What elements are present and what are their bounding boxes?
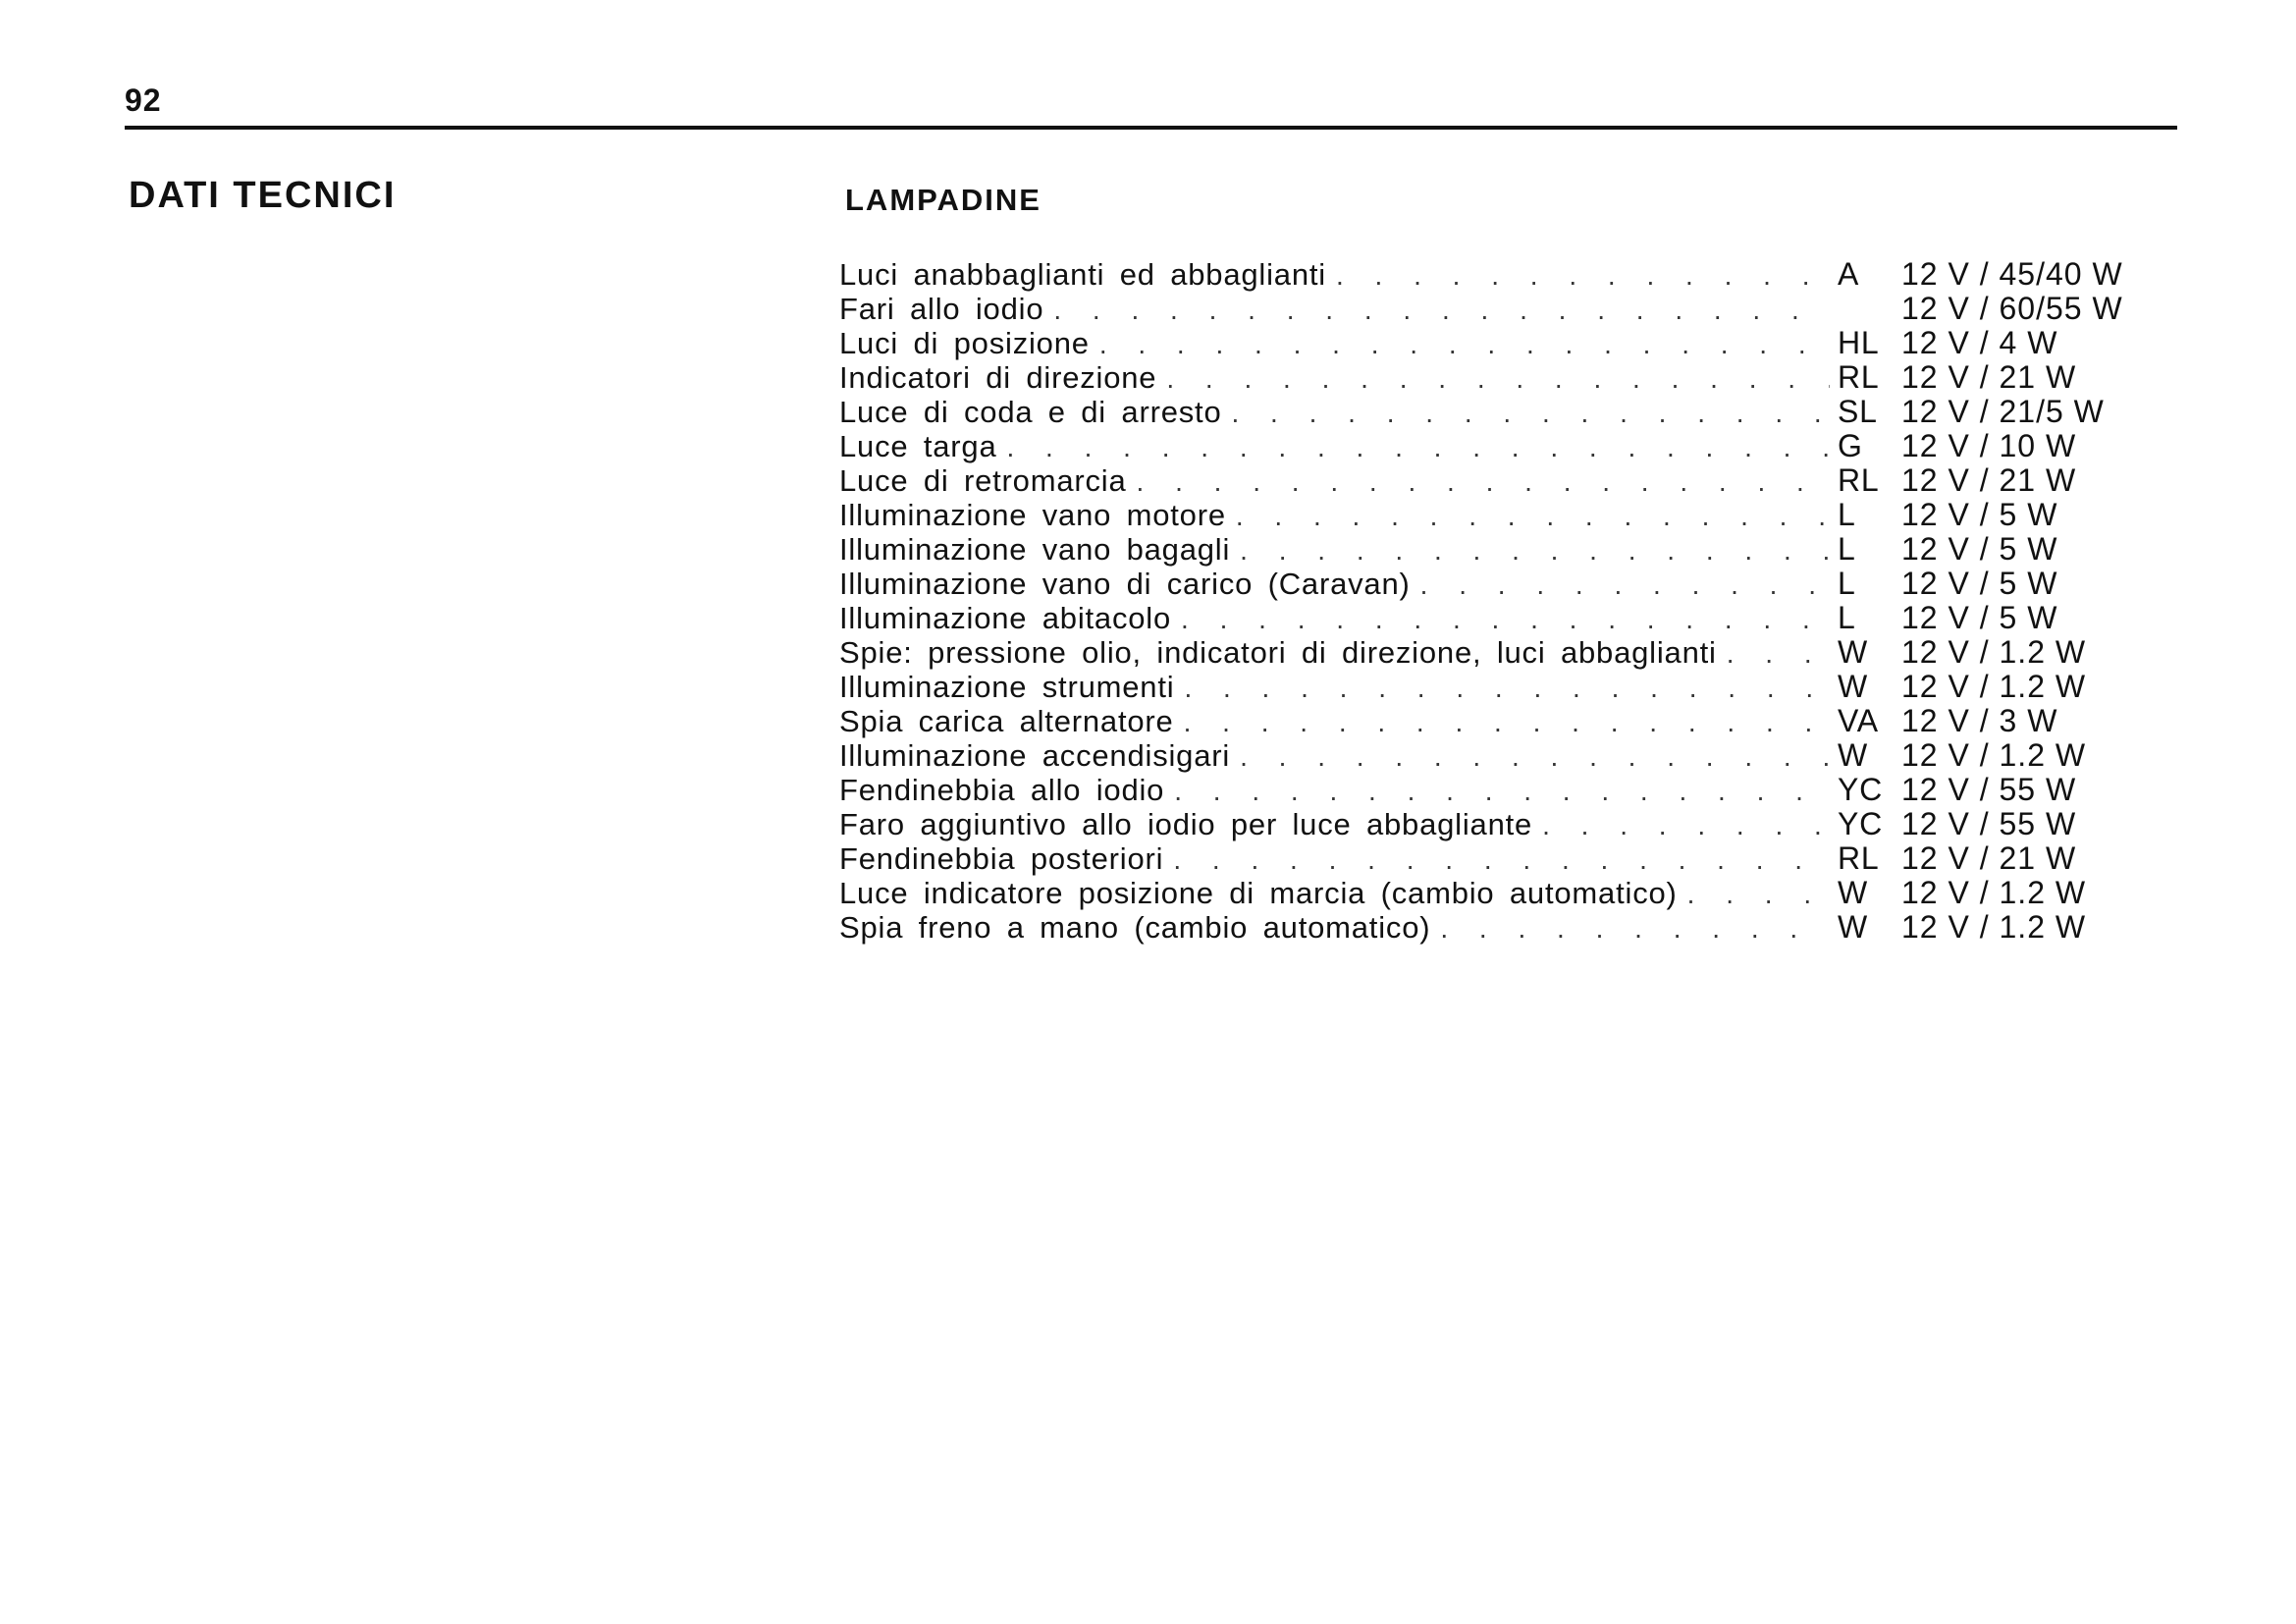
bulb-description-cell <box>839 807 1830 842</box>
dot-leader <box>1184 671 1830 705</box>
bulb-description: Indicatori di direzione <box>839 360 1157 395</box>
bulb-row <box>839 360 2145 395</box>
bulb-description-cell <box>839 498 1830 533</box>
bulb-code: L <box>1838 497 1856 532</box>
dot-leader <box>1174 774 1830 808</box>
dot-leader <box>1542 808 1830 842</box>
bulb-rating: 12 V / 1.2 W <box>1901 737 2087 773</box>
bulb-code: YC <box>1838 772 1884 807</box>
bulb-rating: 12 V / 45/40 W <box>1901 256 2123 292</box>
bulb-description-cell <box>839 429 1830 464</box>
bulb-description-cell <box>839 670 1830 705</box>
bulb-code: VA <box>1838 703 1879 738</box>
bulb-row <box>839 841 2145 876</box>
bulb-description-cell <box>839 910 1830 946</box>
bulb-description: Illuminazione vano bagagli <box>839 532 1231 567</box>
bulb-description-cell <box>839 395 1830 430</box>
bulb-description: Luci di posizione <box>839 326 1090 360</box>
dot-leader <box>1007 430 1831 464</box>
bulb-description-cell <box>839 292 1830 327</box>
bulb-row <box>839 395 2145 429</box>
dot-leader <box>1240 533 1830 568</box>
bulb-description: Spia carica alternatore <box>839 704 1174 738</box>
bulb-row <box>839 635 2145 670</box>
bulb-row <box>839 876 2145 910</box>
bulb-description-cell <box>839 704 1830 739</box>
bulb-description-cell <box>839 257 1830 293</box>
dot-leader <box>1336 258 1830 293</box>
bulb-rating: 12 V / 10 W <box>1901 428 2077 463</box>
bulb-code: RL <box>1838 840 1880 876</box>
bulb-table <box>839 257 2145 945</box>
bulb-description-cell <box>839 463 1830 499</box>
dot-leader <box>1420 568 1830 602</box>
bulb-rating: 12 V / 21/5 W <box>1901 394 2105 429</box>
dot-leader <box>1053 293 1830 327</box>
bulb-row <box>839 463 2145 498</box>
bulb-rating: 12 V / 3 W <box>1901 703 2058 738</box>
bulb-description-cell <box>839 635 1830 671</box>
bulb-row <box>839 292 2145 326</box>
bulb-description-cell <box>839 773 1830 808</box>
dot-leader <box>1137 464 1830 499</box>
dot-leader <box>1240 739 1830 774</box>
bulb-description: Faro aggiuntivo allo iodio per luce abbagliante <box>839 807 1533 841</box>
bulb-row <box>839 704 2145 738</box>
dot-leader <box>1173 842 1830 877</box>
bulb-description-cell <box>839 738 1830 774</box>
bulb-description: Illuminazione vano di carico (Caravan) <box>839 567 1411 601</box>
bulb-description: Luce indicatore posizione di marcia (cambio automatico) <box>839 876 1678 910</box>
bulb-code: G <box>1838 428 1863 463</box>
dot-leader <box>1727 636 1830 671</box>
bulb-rating: 12 V / 1.2 W <box>1901 875 2087 910</box>
bulb-description-cell <box>839 601 1830 636</box>
dot-leader <box>1236 499 1830 533</box>
bulb-row <box>839 670 2145 704</box>
bulb-rating: 12 V / 5 W <box>1901 531 2058 567</box>
bulb-description-cell <box>839 326 1830 361</box>
bulb-rating: 12 V / 1.2 W <box>1901 909 2087 945</box>
page-number: 92 <box>125 82 162 118</box>
bulb-description: Spie: pressione olio, indicatori di direzione, luci abbaglianti <box>839 635 1717 670</box>
bulb-description-cell <box>839 567 1830 602</box>
header-rule <box>125 126 2177 130</box>
bulb-description: Luce di retromarcia <box>839 463 1127 498</box>
bulb-description: Luci anabbaglianti ed abbaglianti <box>839 257 1326 292</box>
bulb-description: Illuminazione abitacolo <box>839 601 1172 635</box>
bulb-description-cell <box>839 360 1830 396</box>
bulb-rating: 12 V / 4 W <box>1901 325 2058 360</box>
dot-leader <box>1232 396 1831 430</box>
bulb-code: L <box>1838 531 1856 567</box>
bulb-description: Fendinebbia allo iodio <box>839 773 1165 807</box>
dot-leader <box>1181 602 1830 636</box>
bulb-rating: 12 V / 1.2 W <box>1901 634 2087 670</box>
bulb-description: Fari allo iodio <box>839 292 1044 326</box>
bulb-row <box>839 738 2145 773</box>
bulb-description: Illuminazione vano motore <box>839 498 1226 532</box>
bulb-rating: 12 V / 55 W <box>1901 806 2077 841</box>
bulb-row <box>839 807 2145 841</box>
bulb-description-cell <box>839 532 1830 568</box>
bulb-row <box>839 567 2145 601</box>
bulb-code: W <box>1838 634 1869 670</box>
bulb-rating: 12 V / 1.2 W <box>1901 669 2087 704</box>
bulb-row <box>839 498 2145 532</box>
dot-leader <box>1099 327 1830 361</box>
bulb-description-cell <box>839 876 1830 911</box>
bulb-code: W <box>1838 909 1869 945</box>
bulb-row <box>839 429 2145 463</box>
bulb-code: W <box>1838 737 1869 773</box>
bulb-rating: 12 V / 55 W <box>1901 772 2077 807</box>
bulb-row <box>839 257 2145 292</box>
bulb-code: W <box>1838 875 1869 910</box>
bulb-code: HL <box>1838 325 1880 360</box>
bulb-row <box>839 601 2145 635</box>
bulb-description-cell <box>839 841 1830 877</box>
bulb-code: RL <box>1838 462 1880 498</box>
bulb-description: Illuminazione accendisigari <box>839 738 1231 773</box>
bulb-code: L <box>1838 600 1856 635</box>
dot-leader <box>1166 361 1830 396</box>
bulb-description: Spia freno a mano (cambio automatico) <box>839 910 1431 945</box>
bulb-row <box>839 773 2145 807</box>
bulb-code: W <box>1838 669 1869 704</box>
bulb-rating: 12 V / 21 W <box>1901 840 2077 876</box>
bulb-description: Luce di coda e di arresto <box>839 395 1222 429</box>
subsection-title-lampadine: LAMPADINE <box>845 183 1041 217</box>
bulb-rating: 12 V / 60/55 W <box>1901 291 2123 326</box>
bulb-rating: 12 V / 5 W <box>1901 600 2058 635</box>
bulb-description: Fendinebbia posteriori <box>839 841 1164 876</box>
bulb-rating: 12 V / 21 W <box>1901 462 2077 498</box>
bulb-row <box>839 910 2145 945</box>
bulb-code: L <box>1838 566 1856 601</box>
bulb-description: Illuminazione strumenti <box>839 670 1175 704</box>
section-title: DATI TECNICI <box>129 175 397 216</box>
dot-leader <box>1184 705 1830 739</box>
bulb-description: Luce targa <box>839 429 997 463</box>
bulb-rating: 12 V / 5 W <box>1901 566 2058 601</box>
bulb-code: SL <box>1838 394 1878 429</box>
bulb-code: A <box>1838 256 1860 292</box>
bulb-rating: 12 V / 5 W <box>1901 497 2058 532</box>
bulb-code: YC <box>1838 806 1884 841</box>
bulb-row <box>839 532 2145 567</box>
bulb-code: RL <box>1838 359 1880 395</box>
dot-leader <box>1687 877 1830 911</box>
dot-leader <box>1440 911 1830 946</box>
bulb-rating: 12 V / 21 W <box>1901 359 2077 395</box>
bulb-row <box>839 326 2145 360</box>
